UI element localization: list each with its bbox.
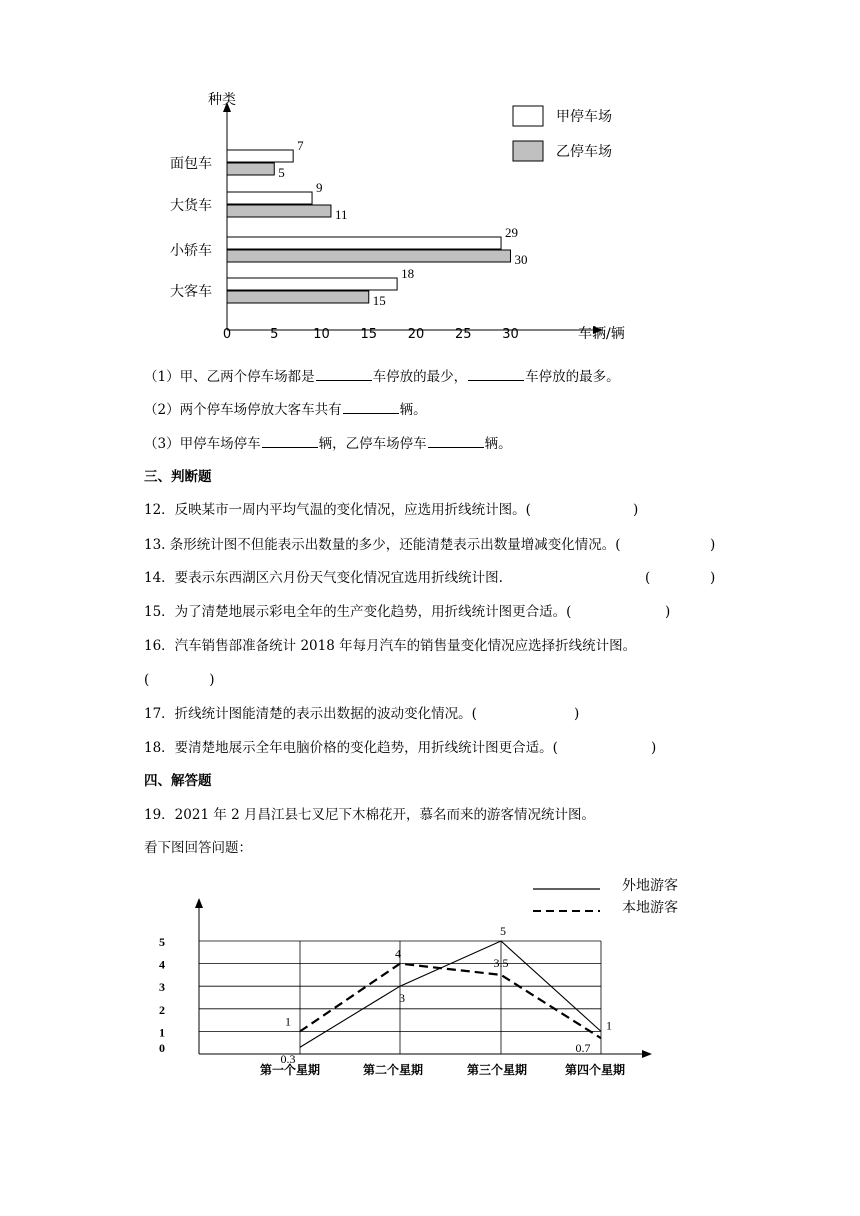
data-label: 0.3	[280, 1052, 296, 1067]
item-13-close: )	[710, 537, 716, 553]
item-12-text: 12．反映某市一周内平均气温的变化情况，应选用折线统计图。(	[144, 502, 531, 518]
question-11-part2	[144, 399, 427, 420]
bar-jia	[227, 237, 501, 249]
y-tick-label: 2	[159, 1002, 165, 1017]
bar-value-label: 11	[334, 207, 348, 222]
y-axis-arrow	[195, 898, 203, 908]
x-category-label: 第一个星期	[259, 1063, 321, 1077]
x-tick-label: 20	[407, 327, 425, 342]
answer-blank-least[interactable]	[316, 366, 372, 381]
item-18	[144, 738, 558, 758]
legend-swatch-jia	[513, 106, 543, 126]
item-14-close: )	[710, 570, 716, 586]
q2-text-a: （2）两个停车场停放大客车共有	[144, 402, 342, 418]
question-19: 19．2021 年 2 月昌江县七叉尼下木棉花开，慕名而来的游客情况统计图。	[144, 807, 595, 823]
data-label: 3	[399, 991, 405, 1006]
item-16-paren	[144, 670, 215, 690]
section-3-title: 三、判断题	[144, 469, 212, 485]
item-16-open: (	[144, 672, 150, 688]
y-axis-label: 种类	[208, 92, 236, 108]
data-label: 1	[285, 1014, 291, 1029]
x-tick-label: 0	[222, 327, 232, 342]
legend-label-outside: 外地游客	[622, 878, 678, 894]
x-tick-label: 25	[454, 327, 472, 342]
bar-value-label: 29	[505, 225, 519, 240]
legend-label-local: 本地游客	[622, 900, 678, 916]
y-tick-label: 3	[159, 980, 165, 995]
bar-value-label: 9	[316, 180, 323, 195]
category-label: 大货车	[170, 198, 212, 214]
local-tourist-line	[300, 964, 601, 1039]
item-18-close: )	[651, 740, 657, 756]
x-axis-arrow	[642, 1050, 652, 1058]
bar-yi	[227, 163, 274, 175]
y-tick-label: 5	[159, 935, 165, 949]
parking-bar-chart	[150, 80, 650, 350]
item-17-text: 17．折线统计图能清楚的表示出数据的波动变化情况。(	[144, 706, 477, 722]
data-label: 1	[606, 1018, 612, 1033]
item-12-close: )	[633, 502, 639, 518]
category-label: 面包车	[170, 156, 212, 172]
item-15-close: )	[665, 604, 671, 620]
item-13-text: 13. 条形统计图不但能表示出数量的多少，还能清楚表示出数量增减变化情况。(	[144, 537, 621, 553]
x-tick-label: 5	[270, 327, 279, 342]
data-label: 3.5	[493, 955, 509, 970]
x-tick-label: 10	[313, 327, 330, 342]
q1-text-c: 车停放的最多。	[525, 369, 620, 385]
section-4-title: 四、解答题	[144, 773, 212, 789]
item-14-open: (	[645, 570, 651, 586]
x-category-label: 第三个星期	[466, 1063, 528, 1077]
question-19-instruction: 看下图回答问题：	[144, 840, 252, 856]
bar-value-label: 15	[372, 293, 386, 308]
x-category-label: 第四个星期	[564, 1063, 626, 1077]
data-label: 5	[500, 924, 506, 938]
tourist-line-chart	[140, 868, 700, 1088]
item-14	[144, 568, 503, 588]
answer-blank-yi-total[interactable]	[428, 433, 484, 448]
item-16-text: 16．汽车销售部准备统计 2018 年每月汽车的销售量变化情况应选择折线统计图。	[144, 638, 637, 654]
category-label: 小轿车	[170, 243, 212, 259]
item-17	[144, 704, 477, 724]
item-15-text: 15．为了清楚地展示彩电全年的生产变化趋势，用折线统计图更合适。(	[144, 604, 572, 620]
question-11-part1	[144, 366, 620, 387]
item-12	[144, 500, 531, 520]
legend-label-jia: 甲停车场	[556, 109, 612, 125]
item-16	[144, 636, 636, 656]
q2-text-b: 辆。	[399, 402, 427, 418]
x-category-label: 第二个星期	[362, 1063, 424, 1077]
bar-value-label: 18	[401, 266, 415, 281]
y-tick-label: 1	[159, 1025, 165, 1040]
item-16-close: )	[209, 672, 215, 688]
category-label: 大客车	[170, 284, 212, 300]
bar-value-label: 30	[514, 252, 528, 267]
q3-text-c: 辆。	[484, 436, 512, 452]
legend-label-yi: 乙停车场	[556, 144, 612, 160]
bar-yi	[227, 250, 511, 262]
bar-yi	[227, 205, 331, 217]
bar-jia	[227, 150, 293, 162]
data-label: 4	[395, 946, 401, 961]
item-17-close: )	[574, 706, 580, 722]
item-14-text: 14．要表示东西湖区六月份天气变化情况宜选用折线统计图.	[144, 570, 503, 586]
q1-text-b: 车停放的最少，	[372, 369, 468, 385]
item-15	[144, 602, 571, 622]
question-11-part3	[144, 433, 512, 454]
bar-jia	[227, 192, 312, 204]
y-tick-label: 0	[159, 1041, 165, 1055]
q3-text-a: （3）甲停车场停车	[144, 436, 261, 452]
q1-text-a: （1）甲、乙两个停车场都是	[144, 369, 315, 385]
answer-blank-bus-total[interactable]	[343, 399, 399, 414]
x-tick-label: 15	[360, 327, 378, 342]
item-18-text: 18．要清楚地展示全年电脑价格的变化趋势，用折线统计图更合适。(	[144, 740, 558, 756]
bar-yi	[227, 291, 369, 303]
x-axis-label: 车辆/辆	[578, 326, 625, 342]
legend-swatch-yi	[513, 141, 543, 161]
answer-blank-most[interactable]	[468, 366, 524, 381]
bar-value-label: 7	[297, 138, 304, 153]
x-tick-label: 30	[502, 327, 519, 342]
y-tick-label: 4	[159, 957, 165, 972]
answer-blank-jia-total[interactable]	[262, 433, 318, 448]
item-13	[144, 535, 621, 555]
data-label: 0.7	[575, 1041, 591, 1056]
bar-value-label: 5	[278, 165, 285, 180]
bar-jia	[227, 278, 397, 290]
q3-text-b: 辆，乙停车场停车	[318, 436, 427, 452]
